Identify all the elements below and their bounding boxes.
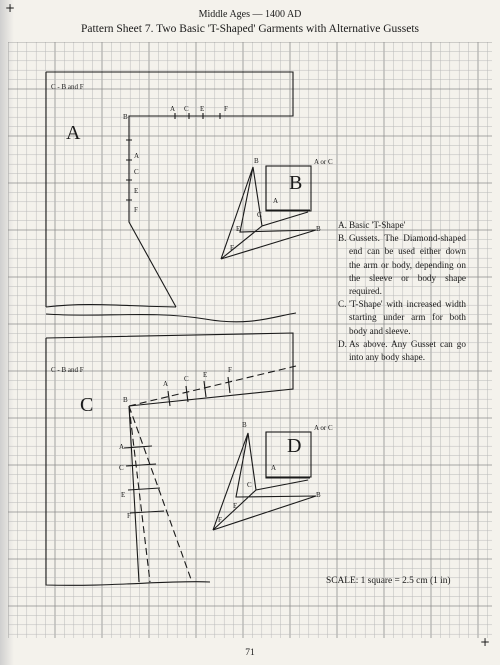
gusset-d-point: F bbox=[218, 516, 222, 524]
gusset-d-point: B bbox=[316, 491, 321, 499]
pattern-c-side-mark: A bbox=[119, 443, 125, 451]
pattern-a-top-mark: E bbox=[200, 105, 205, 113]
pattern-a-side-ticks bbox=[126, 113, 220, 200]
pattern-c-dashed bbox=[129, 366, 296, 582]
pattern-a-fold-label: C - B and F bbox=[51, 83, 84, 91]
pattern-a-side-mark: C bbox=[134, 168, 139, 176]
pattern-c-top-mark: A bbox=[163, 380, 169, 388]
legend-text: Gussets. The Diamond-shaped end can be used either down the arm or body, depending on the sleeve or body shape required. bbox=[349, 233, 466, 297]
crop-mark-bottom-right: + bbox=[480, 635, 491, 649]
pattern-c-letter: C bbox=[80, 394, 94, 416]
gusset-d-letter: D bbox=[287, 435, 302, 457]
gusset-d-point: B bbox=[242, 421, 247, 429]
pattern-c-top-mark: C bbox=[184, 375, 189, 383]
pattern-c-side-mark: C bbox=[119, 464, 124, 472]
gusset-d-corner-label: A or C bbox=[314, 424, 333, 432]
gusset-b-letter: B bbox=[289, 172, 303, 194]
gusset-b-corner-label: A or C bbox=[314, 158, 333, 166]
pattern-c-corner-mark: B bbox=[123, 396, 128, 404]
pattern-a-corner-mark: B bbox=[123, 113, 128, 121]
pattern-a-letter: A bbox=[66, 122, 81, 144]
pattern-a-side-mark: E bbox=[134, 187, 139, 195]
pattern-a-side-mark: A bbox=[134, 152, 140, 160]
scale-note: SCALE: 1 square = 2.5 cm (1 in) bbox=[326, 576, 451, 586]
gusset-b-point: B bbox=[316, 225, 321, 233]
header-era: Middle Ages — 1400 AD bbox=[198, 9, 302, 20]
legend-letter: C. bbox=[338, 299, 347, 310]
gusset-d-point: C bbox=[247, 481, 252, 489]
pattern-a-top-mark: A bbox=[170, 105, 176, 113]
crop-mark-top-left: + bbox=[5, 1, 16, 15]
pattern-c-fold-label: C - B and F bbox=[51, 366, 84, 374]
legend-letter: B. bbox=[338, 233, 347, 244]
legend-text: As above. Any Gusset can go into any body shape. bbox=[349, 338, 466, 363]
gusset-b-point: F bbox=[230, 244, 234, 252]
page-number: 71 bbox=[245, 648, 255, 658]
legend-text: 'T-Shape' with increased width starting under arm for both body and sleeve. bbox=[349, 299, 466, 336]
legend-item bbox=[338, 219, 466, 232]
gusset-b-point: A bbox=[273, 197, 279, 205]
pattern-c-side-mark: E bbox=[121, 491, 126, 499]
legend-item bbox=[338, 232, 466, 298]
legend-letter: A. bbox=[338, 220, 347, 230]
pattern-c-top-mark: E bbox=[203, 371, 208, 379]
gusset-b-point: B bbox=[254, 157, 259, 165]
legend-item bbox=[338, 298, 466, 338]
legend-text: Basic 'T-Shape' bbox=[349, 220, 406, 230]
header-title: Pattern Sheet 7. Two Basic 'T-Shaped' Garments with Alternative Gussets bbox=[80, 23, 420, 35]
pattern-c-top-mark: F bbox=[228, 366, 232, 374]
pattern-a-tear bbox=[46, 313, 296, 322]
gusset-d-point: A bbox=[271, 464, 277, 472]
pattern-a-side-mark: F bbox=[134, 206, 138, 214]
pattern-legend bbox=[338, 219, 466, 364]
pattern-c-side-mark: F bbox=[127, 512, 131, 520]
pattern-a-top-mark: C bbox=[184, 105, 189, 113]
gusset-b-point: C bbox=[257, 211, 262, 219]
legend-letter: D. bbox=[338, 338, 347, 349]
gusset-b-point: E bbox=[236, 225, 241, 233]
pattern-a-top-mark: F bbox=[224, 105, 228, 113]
legend-item bbox=[338, 338, 466, 364]
gusset-d-point: E bbox=[233, 502, 238, 510]
